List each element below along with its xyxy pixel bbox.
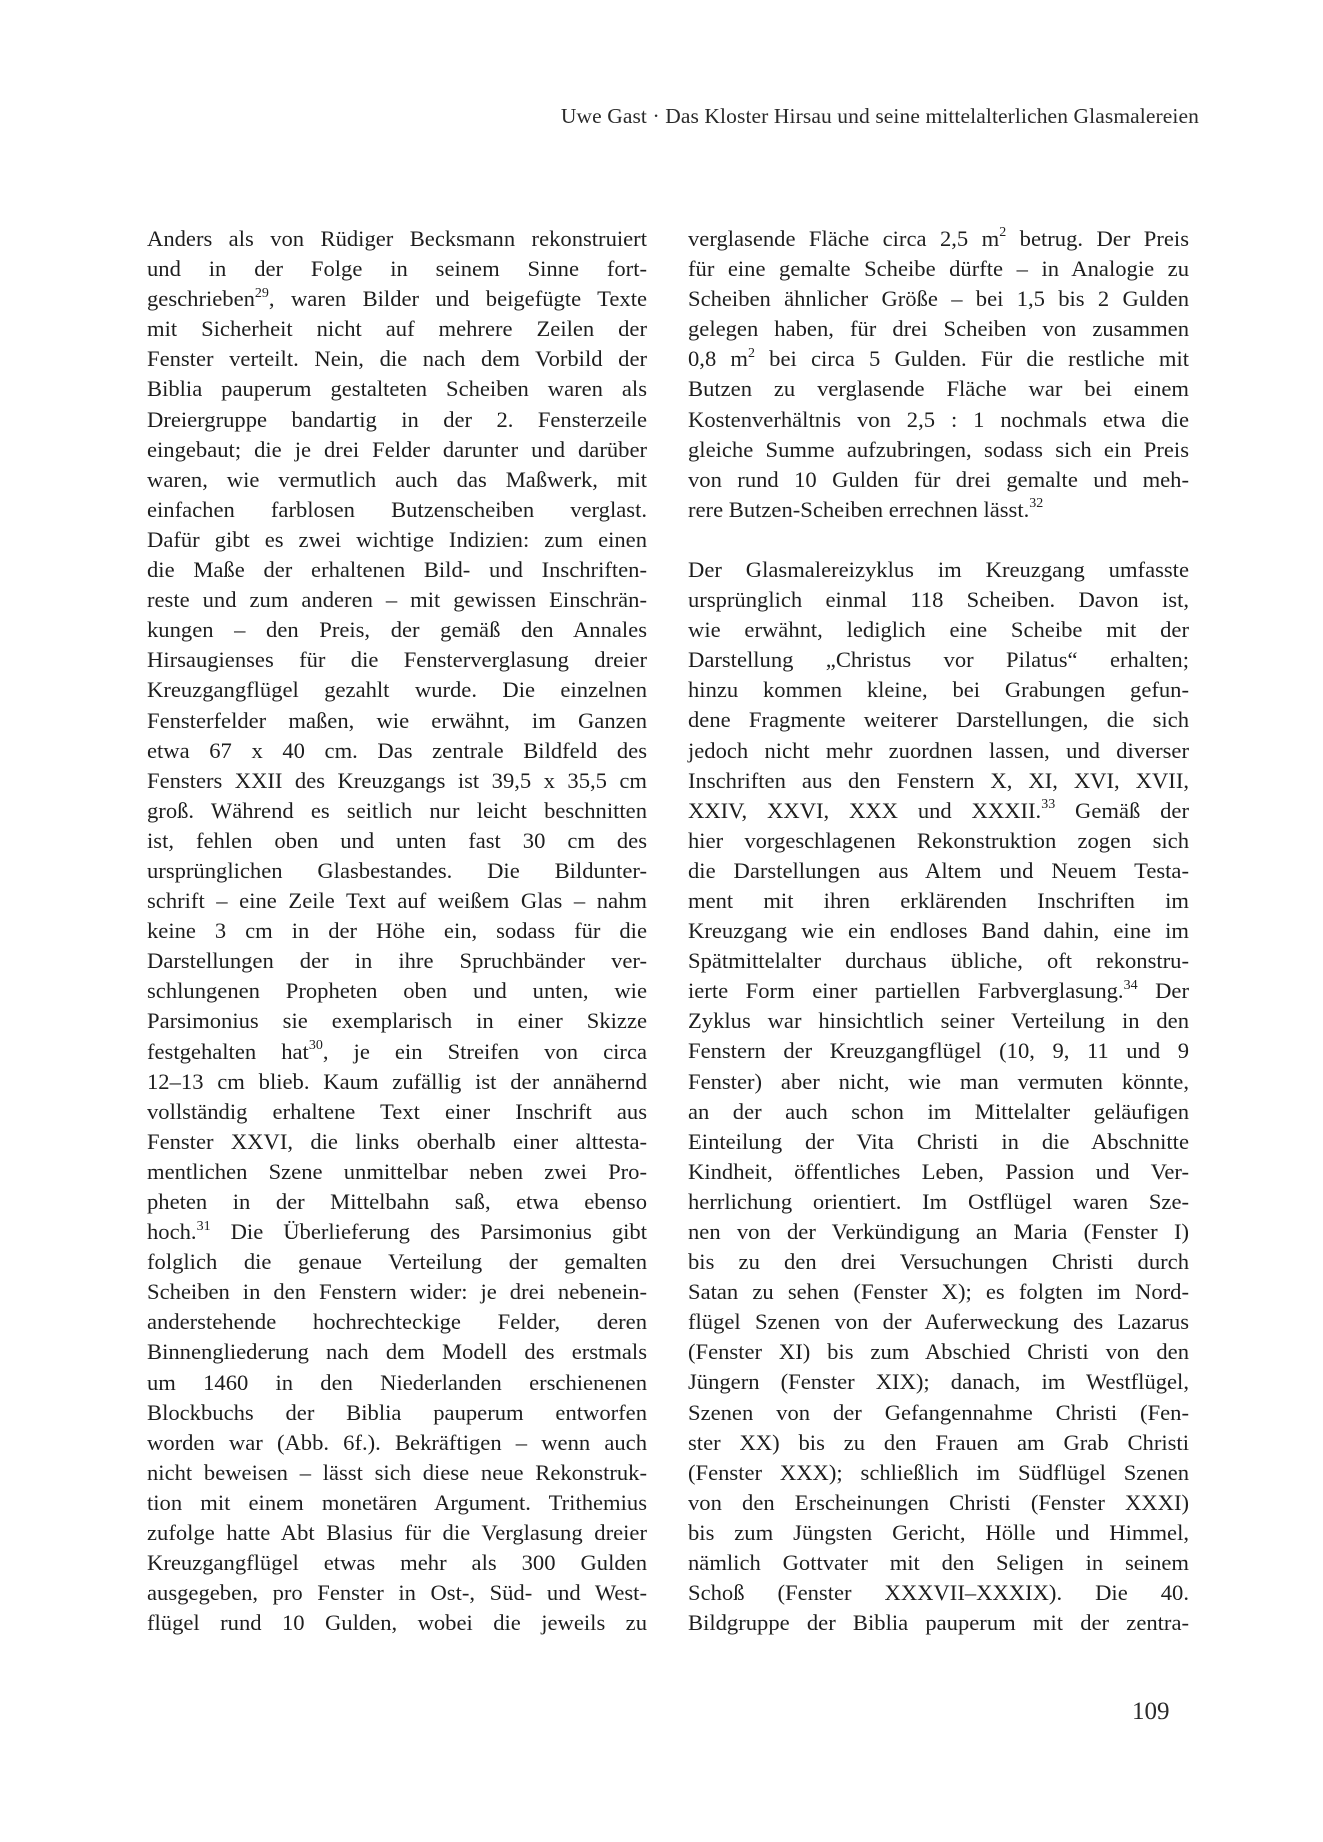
text-line: dene Fragmente weiterer Darstellungen, die sich: [688, 707, 1189, 733]
text-line: ursprünglichen Glasbestandes. Die Bildunter-: [147, 857, 647, 883]
text-line: Butzen zu verglasende Fläche war bei einem: [688, 376, 1189, 402]
text-line: worden war (Abb. 6f.). Bekräftigen – wenn auch: [147, 1429, 647, 1455]
text-line: gelegen haben, für drei Scheiben von zusammen: [688, 316, 1189, 342]
text-line: etwa 67 x 40 cm. Das zentrale Bildfeld des: [147, 737, 647, 763]
text-line: jedoch nicht mehr zuordnen lassen, und diverser: [688, 737, 1189, 763]
text-line: ster XX) bis zu den Frauen am Grab Christi: [688, 1429, 1189, 1455]
text-line: ausgegeben, pro Fenster in Ost-, Süd- und West-: [147, 1580, 647, 1606]
text-line: Jüngern (Fenster XIX); danach, im Westflügel,: [688, 1369, 1189, 1395]
page-number: 109: [1132, 1698, 1170, 1725]
text-line: Der Glasmalereizyklus im Kreuzgang umfasste: [688, 556, 1189, 582]
text-line: ist, fehlen oben und unten fast 30 cm des: [147, 827, 647, 853]
text-line: 12–13 cm blieb. Kaum zufällig ist der annähernd: [147, 1068, 647, 1094]
text-line: Fenster XXVI, die links oberhalb einer alttesta-: [147, 1128, 647, 1154]
text-line: folglich die genaue Verteilung der gemalten: [147, 1249, 647, 1275]
text-line: mentlichen Szene unmittelbar neben zwei Pro-: [147, 1158, 647, 1184]
text-line: ursprünglich einmal 118 Scheiben. Davon ist,: [688, 587, 1189, 613]
text-line: die Maße der erhaltenen Bild- und Inschriften-: [147, 557, 647, 583]
text-line: flügel rund 10 Gulden, wobei die jeweils zu: [147, 1610, 647, 1636]
text-line: vollständig erhaltene Text einer Inschrift aus: [147, 1098, 647, 1124]
text-line: Hirsaugienses für die Fensterverglasung dreier: [147, 647, 647, 673]
text-line: Biblia pauperum gestalteten Scheiben waren als: [147, 376, 647, 402]
text-line: verglasende Fläche circa 2,5 $m^2$ betrug. Der Preis: [688, 225, 1189, 251]
text-line: Kostenverhältnis von 2,5 : 1 nochmals etwa die: [688, 406, 1189, 432]
text-line: Dreiergruppe bandartig in der 2. Fensterzeile: [147, 406, 647, 432]
text-line: flügel Szenen von der Auferweckung des Lazarus: [688, 1309, 1189, 1335]
paragraph: [688, 224, 1189, 525]
text-line: Binnengliederung nach dem Modell des erstmals: [147, 1339, 647, 1365]
text-line: groß. Während es seitlich nur leicht beschnitten: [147, 797, 647, 823]
text-line: Dafür gibt es zwei wichtige Indizien: zum einen: [147, 526, 647, 552]
footnote-marker: 2: [748, 345, 755, 361]
text-line: an der auch schon im Mittelalter geläufigen: [688, 1098, 1189, 1124]
text-line: Kindheit, öffentliches Leben, Passion und Ver-: [688, 1158, 1189, 1184]
footnote-marker: 31: [196, 1218, 211, 1234]
text-line: ment mit ihren erklärenden Inschriften im: [688, 887, 1189, 913]
text-line: einfachen farblosen Butzenscheiben verglast.: [147, 496, 647, 522]
text-line: (Fenster XI) bis zum Abschied Christi von den: [688, 1339, 1189, 1365]
text-line: waren, wie vermutlich auch das Maßwerk, mit: [147, 466, 647, 492]
text-line: Fenstern der Kreuzgangflügel (10, 9, 11 und 9: [688, 1038, 1189, 1064]
text-line: gleiche Summe aufzubringen, sodass sich ein Preis: [688, 436, 1189, 462]
text-line: wie erwähnt, lediglich eine Scheibe mit der: [688, 617, 1189, 643]
text-line: Spätmittelalter durchaus übliche, oft rekonstru-: [688, 948, 1189, 974]
text-line: Bildgruppe der Biblia pauperum mit der zentra-: [688, 1610, 1189, 1636]
running-header: Uwe Gast · Das Kloster Hirsau und seine mittelalterlichen Glasmalereien: [560, 104, 1199, 128]
text-line: XXIV, XXVI, XXX und XXXII.$^{33}$ Gemäß der: [688, 797, 1189, 823]
footnote-marker: 34: [1123, 977, 1138, 993]
text-line: zufolge hatte Abt Blasius für die Verglasung dreier: [147, 1520, 647, 1546]
text-line: hoch.$^{31}$ Die Überlieferung des Parsimonius gibt: [147, 1218, 647, 1245]
text-line: ierte Form einer partiellen Farbverglasung.$^{34}$ Der: [688, 977, 1189, 1004]
right-column: [688, 224, 1189, 1638]
text-line: herrlichung orientiert. Im Ostflügel waren Sze-: [688, 1188, 1189, 1214]
footnote-marker: 30: [308, 1038, 323, 1053]
text-line: geschrieben$^{29}$, waren Bilder und beigefügte Texte: [147, 285, 647, 312]
text-line: Fensterfelder maßen, wie erwähnt, im Ganzen: [147, 707, 647, 733]
text-line: nicht beweisen – lässt sich diese neue Rekonstruk-: [147, 1459, 647, 1485]
text-line: Kreuzgangflügel gezahlt wurde. Die einzelnen: [147, 677, 647, 703]
text-line: für eine gemalte Scheibe dürfte – in Analogie zu: [688, 256, 1189, 282]
text-line: tion mit einem monetären Argument. Trithemius: [147, 1489, 647, 1515]
text-line: rere Butzen-Scheiben errechnen lässt.$^{32}$: [688, 496, 1044, 522]
text-line: die Darstellungen aus Altem und Neuem Testa-: [688, 857, 1189, 883]
footnote-marker: 33: [1041, 797, 1056, 813]
text-line: (Fenster XXX); schließlich im Südflügel Szenen: [688, 1459, 1189, 1485]
text-line: schlungenen Propheten oben und unten, wie: [147, 978, 647, 1004]
text-line: nämlich Gottvater mit den Seligen in seinem: [688, 1550, 1189, 1576]
text-line: festgehalten hat$^{30}$, je ein Streifen von circa: [147, 1038, 647, 1064]
text-line: Fensters XXII des Kreuzgangs ist 39,5 x 35,5 cm: [147, 767, 647, 793]
text-line: Fenster verteilt. Nein, die nach dem Vorbild der: [147, 346, 647, 372]
text-line: pheten in der Mittelbahn saß, etwa ebenso: [147, 1189, 647, 1214]
text-line: Parsimonius sie exemplarisch in einer Skizze: [147, 1008, 647, 1034]
text-line: Darstellungen der in ihre Spruchbänder ver-: [147, 948, 647, 974]
text-line: schrift – eine Zeile Text auf weißem Glas – nahm: [147, 888, 647, 914]
paragraph: [147, 224, 647, 1638]
footnote-marker: 32: [1029, 496, 1044, 512]
text-line: um 1460 in den Niederlanden erschienenen: [147, 1369, 647, 1395]
text-line: Kreuzgang wie ein endloses Band dahin, eine im: [688, 918, 1189, 944]
text-line: bis zu den drei Versuchungen Christi durch: [688, 1249, 1189, 1275]
text-line: hier vorgeschlagenen Rekonstruktion zogen sich: [688, 827, 1189, 853]
text-line: von den Erscheinungen Christi (Fenster XXXI): [688, 1489, 1189, 1515]
text-line: bis zum Jüngsten Gericht, Hölle und Himmel,: [688, 1519, 1189, 1545]
text-line: Anders als von Rüdiger Becksmann rekonstruiert: [147, 226, 647, 251]
text-line: Schoß (Fenster XXXVII–XXXIX). Die 40.: [688, 1580, 1189, 1606]
footnote-marker: 29: [254, 285, 269, 301]
text-line: Zyklus war hinsichtlich seiner Verteilung in den: [688, 1008, 1189, 1034]
text-line: und in der Folge in seinem Sinne fort-: [147, 256, 647, 282]
text-line: mit Sicherheit nicht auf mehrere Zeilen der: [147, 316, 647, 342]
text-line: von rund 10 Gulden für drei gemalte und meh-: [688, 466, 1189, 492]
text-line: Fenster) aber nicht, wie man vermuten könnte,: [688, 1068, 1189, 1094]
text-line: kungen – den Preis, der gemäß den Annales: [147, 617, 647, 643]
footnote-marker: 2: [999, 225, 1007, 241]
text-line: Inschriften aus den Fenstern X, XI, XVI, XVII,: [688, 767, 1189, 793]
text-line: keine 3 cm in der Höhe ein, sodass für die: [147, 918, 647, 944]
text-line: Scheiben in den Fenstern wider: je drei nebenein-: [147, 1279, 647, 1305]
text-line: 0,8 $m^2$ bei circa 5 Gulden. Für die restliche mit: [688, 345, 1190, 372]
text-line: Szenen von der Gefangennahme Christi (Fen-: [688, 1399, 1189, 1425]
left-column: [147, 224, 647, 1638]
text-line: anderstehende hochrechteckige Felder, deren: [147, 1309, 647, 1335]
text-line: Einteilung der Vita Christi in die Abschnitte: [688, 1128, 1189, 1154]
text-line: hinzu kommen kleine, bei Grabungen gefun-: [688, 677, 1189, 703]
text-line: Satan zu sehen (Fenster X); es folgten im Nord-: [688, 1279, 1189, 1305]
text-line: Kreuzgangflügel etwas mehr als 300 Gulden: [147, 1550, 647, 1576]
paragraph: [688, 555, 1189, 1638]
text-line: Blockbuchs der Biblia pauperum entworfen: [147, 1399, 647, 1425]
text-line: eingebaut; die je drei Felder darunter und darüber: [147, 436, 647, 462]
text-line: Scheiben ähnlicher Größe – bei 1,5 bis 2 Gulden: [688, 286, 1189, 312]
text-line: reste und zum anderen – mit gewissen Einschrän-: [147, 587, 647, 613]
text-line: nen von der Verkündigung an Maria (Fenster I): [688, 1219, 1189, 1244]
text-line: Darstellung „Christus vor Pilatus“ erhalten;: [688, 647, 1189, 673]
